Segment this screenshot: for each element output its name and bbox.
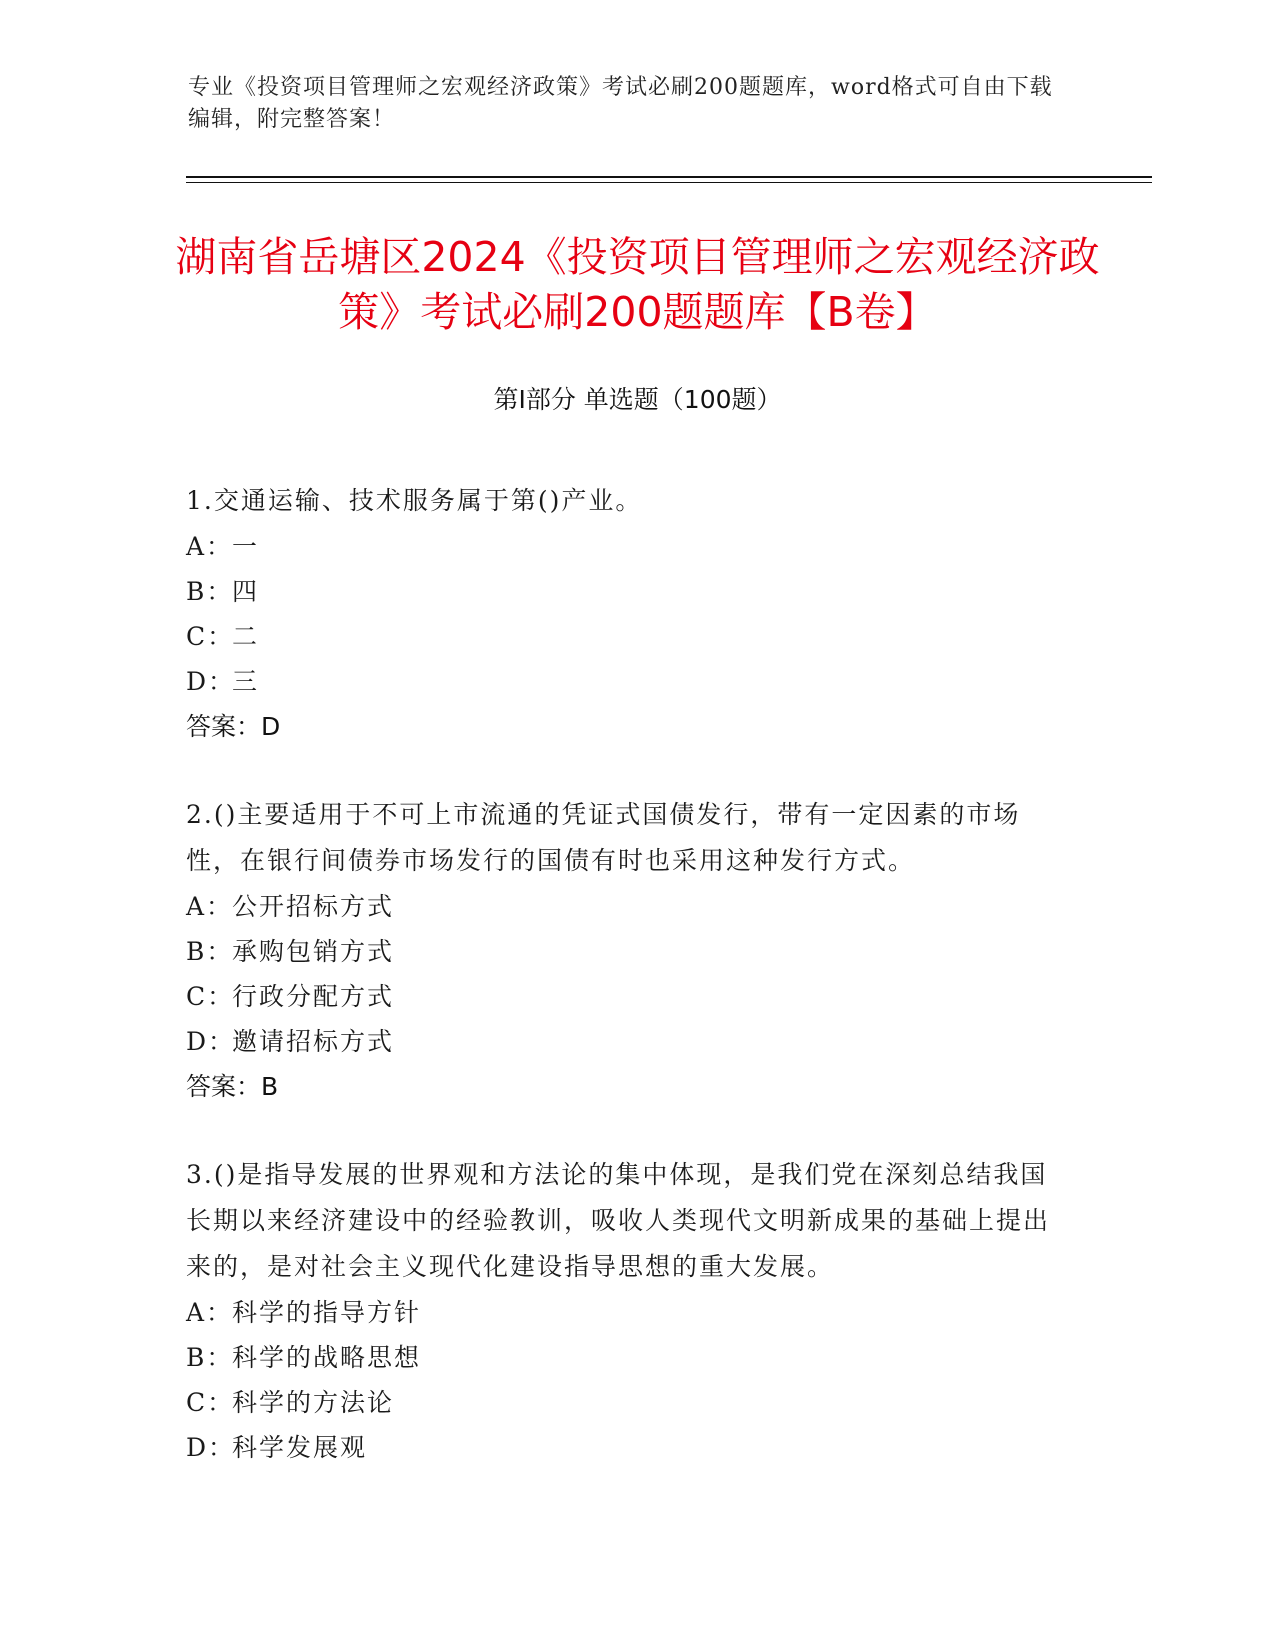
- option-key: D：: [186, 1433, 236, 1462]
- option-text: 科学的指导方针: [232, 1298, 422, 1327]
- question-stem: 3.()是指导发展的世界观和方法论的集中体现，是我们党在深刻总结我国长期以来经济建设中的经验教训，吸收人类现代文明新成果的基础上提出来的，是对社会主义现代化建设指导思想的重大发展。: [186, 1160, 1051, 1281]
- section-title: 第I部分 单选题（100题）: [493, 385, 782, 414]
- option-text: 四: [232, 577, 260, 606]
- option-d: [186, 659, 1066, 704]
- option-text: 公开招标方式: [232, 892, 395, 921]
- option-b: [186, 929, 1066, 974]
- question-stem: 1.交通运输、技术服务属于第()产业。: [186, 486, 643, 515]
- option-c: [186, 974, 1066, 1019]
- option-d: [186, 1019, 1066, 1064]
- option-a: [186, 884, 1066, 929]
- option-text: 承购包销方式: [232, 937, 395, 966]
- option-b: [186, 569, 1066, 614]
- option-a: [186, 524, 1066, 569]
- option-key: A：: [186, 892, 234, 921]
- option-key: D：: [186, 667, 236, 696]
- answer-line: 答案：D: [186, 712, 281, 741]
- option-text: 三: [232, 667, 260, 696]
- option-key: D：: [186, 1027, 236, 1056]
- option-d: [186, 1425, 1066, 1470]
- option-b: [186, 1335, 1066, 1380]
- question-1: [186, 478, 1066, 750]
- question-3: [186, 1152, 1066, 1470]
- question-list: [186, 478, 1066, 1512]
- option-key: C：: [186, 622, 235, 651]
- option-text: 邀请招标方式: [232, 1027, 395, 1056]
- option-text: 一: [232, 532, 260, 561]
- option-text: 行政分配方式: [232, 982, 395, 1011]
- option-text: 科学的战略思想: [232, 1343, 422, 1372]
- option-text: 二: [232, 622, 260, 651]
- question-2: [186, 792, 1066, 1110]
- option-text: 科学的方法论: [232, 1388, 395, 1417]
- option-a: [186, 1290, 1066, 1335]
- question-stem: 2.()主要适用于不可上市流通的凭证式国债发行，带有一定因素的市场性，在银行间债券市场发行的国债有时也采用这种发行方式。: [186, 800, 1021, 875]
- option-text: 科学发展观: [232, 1433, 368, 1462]
- header-note: 专业《投资项目管理师之宏观经济政策》考试必刷200题题库，word格式可自由下载编辑，附完整答案！: [188, 75, 1053, 132]
- option-key: B：: [186, 577, 234, 606]
- header-divider-thin: [186, 182, 1152, 183]
- header-divider-thick: [186, 176, 1152, 178]
- document-title: 湖南省岳塘区2024《投资项目管理师之宏观经济政策》考试必刷200题题库【B卷】: [175, 233, 1100, 336]
- option-c: [186, 614, 1066, 659]
- option-key: A：: [186, 532, 234, 561]
- option-key: C：: [186, 982, 235, 1011]
- option-key: A：: [186, 1298, 234, 1327]
- option-key: B：: [186, 937, 234, 966]
- option-key: B：: [186, 1343, 234, 1372]
- option-c: [186, 1380, 1066, 1425]
- answer-line: 答案：B: [186, 1072, 279, 1101]
- option-key: C：: [186, 1388, 235, 1417]
